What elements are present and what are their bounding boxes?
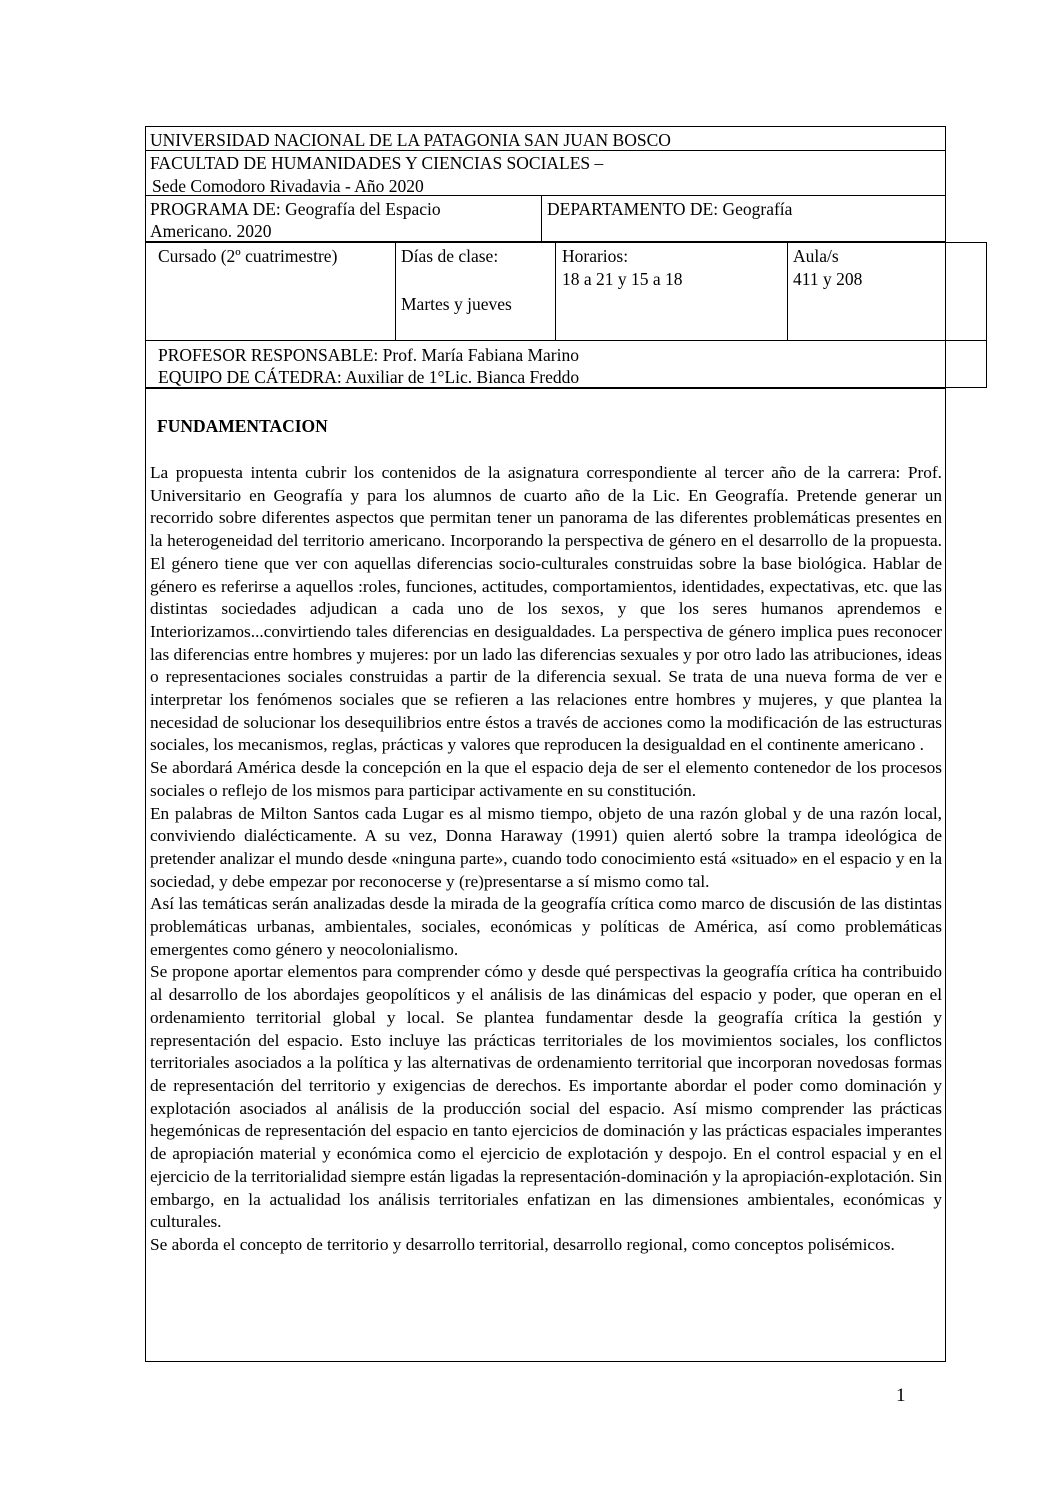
- sede-line: Sede Comodoro Rivadavia - Año 2020: [152, 176, 424, 196]
- schedule-vertical-divider: [395, 242, 396, 340]
- page-number: 1: [896, 1385, 906, 1406]
- paragraph: Se abordará América desde la concepción en la que el espacio deja de ser el elemento contenedor de los procesos sociales o reflejo de los mismos para participar activamente en su constitución.: [150, 758, 942, 800]
- paragraph: Se propone aportar elementos para comprender cómo y desde qué perspectivas la geografía crítica ha contribuido al desarrollo de los abordajes geopolíticos y el análisis de las dinámicas del espacio y poder, que operan en el ordenamiento territorial global y local. Se plantea fundamentar desde la geografía crítica la gestión y representación del espacio. Esto incluye las prácticas territoriales de los movimientos sociales, los conflictos territoriales asociados a la política y las alternativas de ordenamiento territorial que incorporan novedosas formas de representación del territorio y exigencias de derechos. Es importante abordar el poder como dominación y explotación asociados al análisis de la producción social del espacio. Así mismo comprender las prácticas hegemónicas de representación del espacio en tanto ejercicios de dominación y las prácticas espaciales imperantes de apropiación material y económica como el ejercicio de explotación y despojo. En el control espacial y en el ejercicio de la territorialidad siempre están ligadas la representación-dominación y la apropiación-explotación. Sin embargo, en la actualidad los análisis territoriales enfatizan en las dimensiones ambientales, económicas y culturales.: [150, 962, 942, 1232]
- aulas-label: Aula/s: [793, 246, 839, 266]
- programa-line-2: Americano. 2020: [150, 221, 272, 241]
- dias-label: Días de clase:: [401, 246, 499, 266]
- programa-line-1: PROGRAMA DE: Geografía del Espacio: [150, 199, 441, 219]
- section-title: FUNDAMENTACION: [157, 416, 328, 436]
- dias-value: Martes y jueves: [401, 294, 512, 314]
- paragraph: La propuesta intenta cubrir los contenidos de la asignatura correspondiente al tercer año de la carrera: Prof. Universitario en Geografía y para los alumnos de cuarto año de la Lic. En Geografía. Pretende generar un recorrido sobre diferentes aspectos que permitan tener un panorama de las diferentes problemáticas presentes en la heterogeneidad del territorio americano. Incorporando la perspectiva de género en el desarrollo de la propuesta. El género tiene que ver con aquellas diferencias socio-culturales construidas sobre la base biológica. Hablar de género es referirse a aquellos :roles, funciones, actitudes, comportamientos, identidades, expectativas, etc. que las distintas sociedades adjudican a cada uno de los sexos, y que los seres humanos aprendemos e Interiorizamos...convirtiendo tales diferencias en desigualdades. La perspectiva de género implica pues reconocer las diferencias entre hombres y mujeres: por un lado las diferencias sexuales y por otro lado las atribuciones, ideas o representaciones sociales construidas a partir de la diferencia sexual. Se trata de una nueva forma de ver e interpretar los fenómenos sociales que se refieren a las relaciones entre hombres y mujeres, y que plantea la necesidad de solucionar los desequilibrios entre éstos a través de acciones como la modificación de las estructuras sociales, los mecanismos, reglas, prácticas y valores que reproducen la desigualdad en el continente americano .: [150, 463, 942, 755]
- cursado-label: Cursado (2º cuatrimestre): [158, 246, 338, 266]
- profesor-line: PROFESOR RESPONSABLE: Prof. María Fabiana Marino: [158, 345, 579, 365]
- schedule-vertical-divider: [945, 242, 946, 388]
- aulas-value: 411 y 208: [793, 269, 863, 289]
- horarios-label: Horarios:: [562, 246, 629, 266]
- schedule-vertical-divider: [555, 242, 556, 340]
- paragraph: En palabras de Milton Santos cada Lugar es al mismo tiempo, objeto de una razón global y de una razón local, conviviendo dialécticamente. A su vez, Donna Haraway (1991) quien alertó sobre la trampa ideológica de pretender analizar el mundo desde «ninguna parte», cuando todo conocimiento está «situado» en el espacio y en la sociedad, y debe empezar por reconocerse y (re)presentarse a sí mismo como tal.: [150, 803, 942, 891]
- departamento-line: DEPARTAMENTO DE: Geografía: [547, 199, 793, 219]
- equipo-line: EQUIPO DE CÁTEDRA: Auxiliar de 1°Lic. Bianca Freddo: [158, 367, 580, 387]
- university-name: UNIVERSIDAD NACIONAL DE LA PATAGONIA SAN JUAN BOSCO: [150, 130, 671, 150]
- paragraph: Así las temáticas serán analizadas desde la mirada de la geografía crítica como marco de discusión de las distintas problemáticas urbanas, ambientales, sociales, económicas y políticas de América, así como problemáticas emergentes como género y neocolonialismo.: [150, 894, 942, 959]
- schedule-vertical-divider: [787, 242, 788, 340]
- schedule-divider: [145, 340, 987, 341]
- horarios-value: 18 a 21 y 15 a 18: [562, 269, 683, 289]
- faculty-name: FACULTAD DE HUMANIDADES Y CIENCIAS SOCIALES –: [150, 153, 604, 173]
- header-vertical-divider: [541, 195, 542, 242]
- paragraph: Se aborda el concepto de territorio y desarrollo territorial, desarrollo regional, como conceptos polisémicos.: [150, 1234, 895, 1254]
- section-body: [150, 462, 942, 1257]
